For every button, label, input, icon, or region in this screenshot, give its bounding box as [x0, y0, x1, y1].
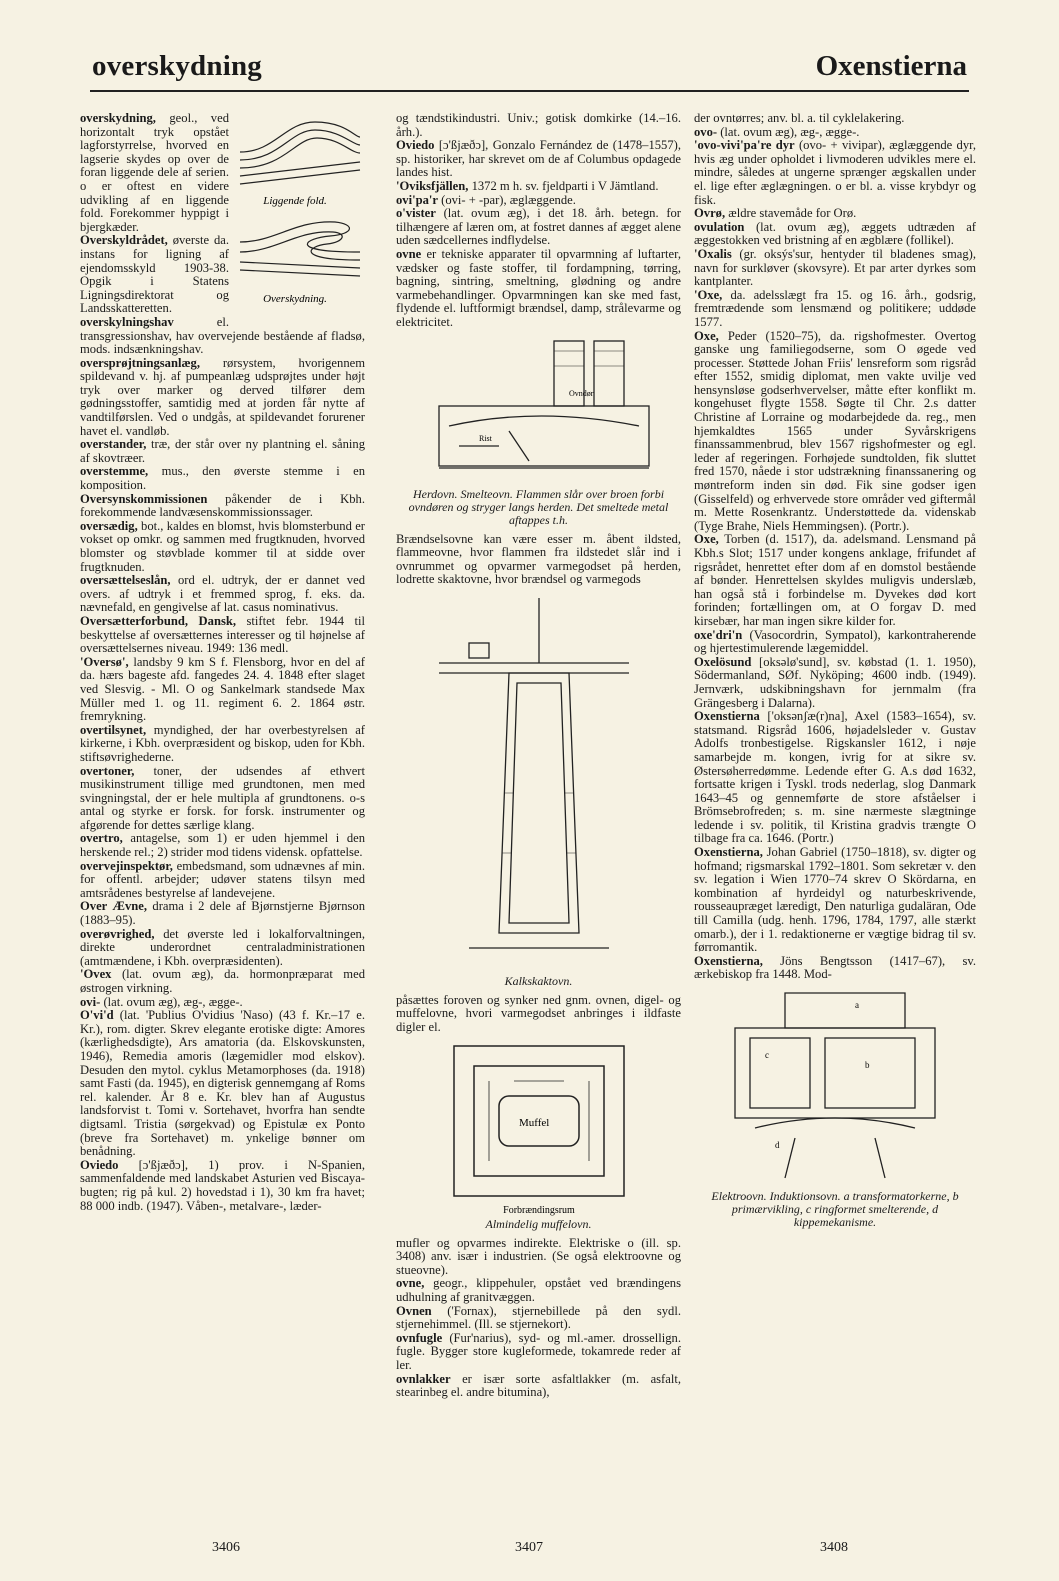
entry-text: [ɔ'ßjæðɔ], Gonzalo Fernández de (1478–1557), sp. historiker, har skrevet om de af Columbus opdagede landes hist.: [396, 138, 681, 180]
entry-text: ord el. udtryk, der er dannet ved overs. af udtryk i et fremmed sprog, f. eks. da. nævnefald, en gengivelse af lat. casus nominativus.: [80, 573, 365, 615]
entry-headword: oversprøjtningsanlæg,: [80, 355, 200, 370]
entry-text: er tekniske apparater til opvarmning af luftarter, vædsker og faste stoffer, til fordampning, tørring, bagning, sintring, smeltning, glødning og andre varmebehandlinger. Opvarmningen kan ske med fast, flydende el. luftformigt brændsel, damp, strålevarme og elektricitet.: [396, 246, 681, 329]
entry-headword: Oxenstierna,: [694, 953, 763, 968]
fold-caption-1: Liggende fold.: [263, 195, 327, 207]
header-rule: [90, 90, 969, 92]
entry-headword: Oversætterforbund, Dansk,: [80, 613, 237, 628]
entry-text: er især sorte asfaltlakker (m. asfalt, stearinbeg el. andre bitumina),: [396, 1371, 681, 1400]
entry-text: Johan Gabriel (1750–1818), sv. digter og hofmand; rigsmarskal 1792–1801. Som sekretær v. den sv. legation i Wien 1770–74 skrev O Skördarna, en kombination af hyrdeidyl og naturbeskrivende, rousseaupræget læredigt, Den naturliga gudaläran, Ode till Camilla (udg. henh. 1796, 1784, 1797, alle stærkt omarb.), der i 1. redaktionerne er vægtige bidrag til sv. førromantik.: [694, 845, 976, 955]
entry-text: drama i 2 dele af Bjørnstjerne Bjørnson (1883–95).: [80, 899, 366, 928]
entry-headword: 'Oxe,: [694, 287, 723, 302]
entry-text: ('Fornax), stjernebillede på den sydl. stjernehimmel. (Ill. se stjernekort).: [396, 1303, 681, 1332]
dictionary-entry: [80, 968, 365, 995]
running-head-left: overskydning: [92, 50, 262, 82]
column-2a-entries: [396, 112, 681, 330]
entry-headword: Oxelösund: [694, 654, 752, 669]
entry-headword: overstander,: [80, 437, 147, 452]
page-number-2: 3407: [515, 1540, 543, 1555]
entry-headword: o'vister: [396, 206, 436, 221]
dictionary-entry: [80, 1009, 365, 1159]
entry-text: stiftet febr. 1944 til beskyttelse af oversætternes interesser og til højnelse af oversættelsernes niveau. 1949: 136 medl.: [80, 613, 366, 656]
dictionary-entry: [80, 615, 365, 656]
entry-headword: overtilsynet,: [80, 722, 147, 737]
column-2: [396, 112, 681, 1400]
dictionary-entry: [80, 574, 365, 615]
entry-text: [oksəlø'sund], sv. købstad (1. 1. 1950), Södermanland, SØf. Nyköping; 4600 indb. (1949). Jernværk, udskibningshavn for jernmalm (fra Grängesberg i Dalarna).: [694, 654, 976, 710]
dictionary-entry: [694, 112, 976, 126]
entry-text: (ovo- + vivipar), æglæggende dyr, hvis æg under opholdet i livmoderen udvikles mere el. mindre, således at ungerne sprænger ægskallen under el. lige efter æglægningen. o er bl. a. visse krybdyr og fisk.: [694, 138, 976, 207]
entry-text: Torben (d. 1517), da. adelsmand. Lensmand på Kbh.s Slot; 1517 under kongens anklage, frifundet af rigsrådet, henrettet efter dom af en domstol bestående af bønder. Henrettelsen skyldes muligvis underslæb, han også stå i forbindelse m. Dyvekes død kort forinden; fortællingen om, at O forgav D. med kirsebær, har man ingen sikre kilder for.: [694, 532, 976, 628]
dictionary-entry: [396, 1237, 681, 1278]
entry-text: (gr. oksýs'sur, hentyder til bladenes smag), navn for surkløver (skovsyre). Et par arter dyrkes som kantplanter.: [694, 246, 976, 289]
entry-text: embedsmand, som udnævnes af min. for offentl. arbejder; udøver statens tilsyn med amtsrådenes bestyrelse af landevejene.: [80, 858, 365, 900]
column-1: [80, 112, 365, 1213]
dictionary-entry: [80, 724, 365, 765]
dictionary-entry: [396, 194, 681, 208]
entry-text: mus., den øverste stemme i en komposition.: [80, 464, 365, 493]
fold-figure: [235, 112, 365, 316]
dictionary-entry: [396, 1305, 681, 1332]
entry-text: antagelse, som 1) er uden hjemmel i den herskende rel.; 2) strider mod tidens vidensk. opfattelse.: [80, 831, 365, 860]
pasaettes-text: påsættes foroven og synker ned gnm. ovnen, digel- og muffelovne, hvori varmegodset anbringes i ildfaste digler el.: [396, 992, 681, 1035]
entry-headword: oversædig,: [80, 518, 138, 533]
entry-text: landsby 9 km S f. Flensborg, hvor en del af da. hærs bageste afd. fangedes 24. 4. 1848 efter slaget ved Slesvig. - Ml. O og Sankelmark standsede Max Müller med 1. og 11. regiment 6. 2. 1864 østr. fremrykning.: [80, 654, 365, 724]
entry-text: toner, der udsendes af ethvert musikinstrument tillige med grundtonen, men med svingningstal, der er hele multipla af grundtonens. o-s antal og styrke er forsk. for forsk. instrumenter og afgørende for dettes særlige klang.: [80, 763, 365, 832]
entry-text: [ɔ'ßjæðɔ], 1) prov. i N-Spanien, sammenfaldende med landskabet Asturien ved Biscaya-bugten; rig på kul. 2) hovedstad i 1), 30 km fra havet; 88 000 indb. (1947). Våben-, metalvare-, læder-: [80, 1157, 365, 1213]
entry-headword: Over Ævne,: [80, 899, 148, 914]
entry-headword: ovi-: [80, 994, 101, 1009]
entry-headword: Overskyldrådet,: [80, 233, 168, 248]
label-ovndor: Ovndør: [568, 388, 593, 398]
dictionary-entry: [396, 1277, 681, 1304]
entry-text: (lat. ovum æg), æggets udtræden af æggestokken ved bristning af en ægblære (follikel).: [694, 219, 976, 248]
dictionary-entry: [396, 207, 681, 248]
dictionary-entry: [80, 520, 365, 574]
herdovn-caption: Herdovn. Smelteovn. Flammen slår over broen forbi ovndøren og stryger langs herden. Det smeltede metal aftappes t.h.: [408, 486, 669, 527]
entry-headword: ovne: [396, 246, 422, 261]
dictionary-entry: [80, 465, 365, 492]
entry-headword: 'Oviksfjällen,: [396, 178, 469, 193]
label-d: d: [775, 1140, 780, 1150]
entry-text: og tændstikindustri. Univ.; gotisk domkirke (14.–16. årh.).: [396, 111, 681, 139]
dictionary-entry: [396, 1332, 681, 1373]
entry-headword: ovulation: [694, 219, 745, 234]
dictionary-entry: [694, 289, 976, 330]
running-head-right: Oxenstierna: [815, 50, 967, 82]
label-a: a: [855, 1000, 859, 1010]
entry-text: (lat. ovum æg), æg-, ægge-.: [717, 124, 860, 139]
entry-headword: overtro,: [80, 831, 123, 846]
entry-headword: overstemme,: [80, 464, 149, 479]
entry-headword: ovnfugle: [396, 1330, 443, 1345]
entry-text: Jöns Bengtsson (1417–67), sv. ærkebiskop fra 1448. Mod-: [694, 953, 976, 982]
entry-text: Peder (1520–75), da. rigshofmester. Overtog ganske ung familiegodserne, som O øgede ved processer. Støttede Johan Friis' lensreform som rigsråd efter 1552, smidig diplomat, men vakte uvilje ved hensynsløse godserhvervelser, måtte efter konflikt m. kongehuset flygte 1558. Søgte til Chr. 2.s datter Christine af Lorraine og modarbejdede da. reg., men hjemkaldtes 1565 under Syvårskrigens finanssammenbrud, blev 1567 rigshofmester og egl. leder af regeringen. Forhøjede sundtolden, fik sluttet fred 1570, nåede i stor udstrækning finanssanering og møntreform inden sin død. Fik sine godser igen (Gisselfeld) og erhvervede store områder ved giftermål m. Mette Rosenkrantz. Understøttede da. videnskab (Tyge Brahe, Niels Hemmingsen). (Portr.).: [694, 328, 976, 533]
dictionary-entry: [694, 207, 976, 221]
elektroovn-caption: Elektroovn. Induktionsovn. a transformatorkerne, b primærvikling, c ringformet smelterende, d kippemekanisme.: [711, 1189, 959, 1229]
kalkskaktovn-caption: Kalkskaktovn.: [504, 973, 573, 988]
entry-headword: O'vi'd: [80, 1008, 114, 1023]
elektroovn-figure: [694, 988, 976, 1229]
entry-headword: 'Oxalis: [694, 246, 732, 261]
entry-text: (lat. 'Publius O'vidius 'Naso) (43 f. Kr.–17 e. Kr.), rom. digter. Skrev elegante erotiske digte: Amores (kærlighedsdigte), Ars amatoria (da. Elskovskunsten, 1946), Remedia amoris (lægemidler mod elskov). Desuden den mytol. cyklus Metamorphoses (da. 1918) samt Fasti (da. 1945), en digterisk gennemgang af Roms rel. kalender. År 8 e. Kr. blev han af Augustus landsforvist t. Tomi v. Sortehavet, hvorfra han sendte digtsaml. Tristia (sørgekvad) og Epistulæ ex Ponto (breve fra Sortehavet) m. ynkelige bønner om benådning.: [80, 1008, 365, 1159]
dictionary-entry: [694, 656, 976, 710]
dictionary-entry: [80, 1159, 365, 1213]
entry-text: (lat. ovum æg), i det 18. årh. betegn. for tilhængere af læren om, at fostret dannes af ægget alene uden sædcellernes indflydelse.: [396, 206, 681, 248]
entry-headword: Ovrø,: [694, 206, 726, 221]
entry-headword: ovne,: [396, 1276, 425, 1291]
entry-text: mufler og opvarmes indirekte. Elektriske o (ill. sp. 3408) anv. især i industrien. (Se også elektroovne og stueovne).: [396, 1235, 681, 1277]
entry-text: der ovntørres; anv. bl. a. til cyklelakering.: [694, 111, 905, 125]
muffelovn-figure: [396, 1041, 681, 1231]
brandselsovne-text: Brændselsovne kan være esser m. åbent ildsted, flammeovne, hvor flammen fra ildstedet slår ind i ovnrummet og opvarmer varmegodset på herden, lodrette skaktovne, hvor brændsel og varmegods: [396, 531, 681, 587]
entry-text: bot., kaldes en blomst, hvis blomsterbund er vokset op omkr. og sammen med frugtknuden, hvorved blomster og støvblade kommer til at sidde over frugtknuden.: [80, 518, 365, 574]
column-3-entries: [694, 112, 976, 982]
entry-headword: ovi'pa'r: [396, 192, 438, 207]
herdovn-figure: [396, 336, 681, 527]
entry-text: (Vasocordrin, Sympatol), karkontraherende og hjertestimulerende lægemiddel.: [694, 627, 976, 656]
dictionary-entry: [80, 928, 365, 969]
entry-text: rørsystem, hvorigennem spildevand v. hj. af pumpeanlæg udsprøjtes under højt tryk over marker og derved tilfører dem gødningsstoffer, samtidig med at jorden får nytte af vandtilførslen. Ved o undgås, at spildevandet forurener havet el. vandløb.: [80, 355, 365, 438]
label-muffel: Muffel: [518, 1116, 549, 1129]
entry-text: (ovi- + -par), æglæggende.: [437, 192, 576, 207]
entry-text: øverste da. instans for ligning af ejendomsskyld 1903-38. Opgik i Statens Ligningsdirektorat og Landsskatteretten.: [80, 233, 229, 316]
dictionary-entry: [80, 765, 365, 833]
entry-text: (lat. ovum æg), da. hormonpræparat med østrogen virkning.: [80, 967, 365, 995]
dictionary-entry: [80, 357, 365, 439]
dictionary-entry: [80, 438, 365, 465]
entry-headword: Oxenstierna: [694, 709, 760, 724]
dictionary-entry: [694, 126, 976, 140]
entry-headword: overskylningshav: [80, 314, 174, 329]
entry-headword: overvejinspektør,: [80, 858, 173, 873]
entry-headword: ovo-: [694, 124, 718, 139]
dictionary-entry: [694, 629, 976, 656]
entry-text: (lat. ovum æg), æg-, ægge-.: [100, 994, 243, 1009]
entry-text: myndighed, der har overbestyrelsen af kirkerne, i Kbh. overpræsident og biskop, uden for Kbh. stiftsøvrighederne.: [80, 722, 365, 764]
label-rist: Rist: [478, 433, 492, 443]
dictionary-entry: [80, 316, 365, 357]
dictionary-entry: [694, 710, 976, 846]
entry-headword: ovnlakker: [396, 1371, 451, 1386]
label-b: b: [865, 1060, 870, 1070]
entry-text: påkender de i Kbh. forekommende landvæsenskommissionssager.: [80, 491, 365, 520]
dictionary-entry: [80, 900, 365, 927]
dictionary-entry: [396, 248, 681, 330]
dictionary-entry: [694, 955, 976, 982]
page-number-1: 3406: [212, 1540, 240, 1555]
dictionary-entry: [396, 139, 681, 180]
entry-headword: overøvrighed,: [80, 926, 155, 941]
dictionary-entry: [694, 533, 976, 628]
entry-headword: Oversynskommissionen: [80, 491, 208, 506]
entry-text: da. adelsslægt fra 15. og 16. årh., godsrig, fremtrædende som lensmænd og politikere; uddøde 1577.: [694, 287, 976, 329]
entry-headword: Oviedo: [80, 1157, 119, 1172]
dictionary-entry: [396, 112, 681, 139]
dictionary-entry: [80, 656, 365, 724]
dictionary-entry: [80, 996, 365, 1010]
entry-text: det øverste led i lokalforvaltningen, direkte underordnet centraladministrationen (amtmændene, i Kbh. overpræsidenten).: [80, 926, 365, 968]
entry-text: el. transgressionshav, hav overvejende bestående af fladsø, mods. indsænkningshav.: [80, 314, 365, 357]
dictionary-entry: [396, 1373, 681, 1400]
label-c: c: [765, 1050, 769, 1060]
page-number-3: 3408: [820, 1540, 848, 1555]
dictionary-entry: [80, 860, 365, 901]
dictionary-entry: [396, 180, 681, 194]
label-forbraendingsrum: Forbrændingsrum: [502, 1204, 575, 1216]
dictionary-entry: [694, 846, 976, 955]
dictionary-entry: [694, 248, 976, 289]
entry-headword: overskydning,: [80, 111, 156, 125]
entry-headword: Oxe,: [694, 532, 719, 547]
muffelovn-caption: Almindelig muffelovn.: [485, 1216, 592, 1231]
entry-headword: Oviedo: [396, 138, 435, 153]
entry-text: træ, der står over ny plantning el. såning af skovtræer.: [80, 437, 365, 465]
dictionary-entry: [694, 221, 976, 248]
entry-text: ældre stavemåde for Orø.: [725, 206, 857, 221]
entry-headword: oxe'dri'n: [694, 627, 743, 642]
entry-headword: Oxe,: [694, 328, 719, 343]
fold-caption-2: Overskydning.: [263, 293, 327, 305]
entry-text: geol., ved horizontalt tryk opstået lagforstyrrelse, hvorved en lagserie skydes op over de foran liggende dele af serien. o er oftest en videre udvikling af en liggende fold. Forekommer hyppigt i bjergkæder.: [80, 111, 229, 234]
entry-text: ['oksənʃæ(r)na], Axel (1583–1654), sv. statsmand. Rigsråd 1606, højadelsleder v. Gustav Adolfs tronbestigelse. Rigskansler 1612, i nøje samarbejde m. kongen, ivrig for at sikre sv. Østersøherredømme. Ledende efter G. A.s død 1632, fortsatte krigen i Tyskl. trods nederlag, slog Danmark 1643–45 og gennemførte de store afståelser i Brömsebrofreden; s. m. sine nærmeste slægtninge ledende i sv. politik, til Kristina gradvis trængte O tilbage fra ca. 1646. (Portr.): [694, 709, 976, 846]
dictionary-entry: [694, 330, 976, 534]
entry-headword: Oxenstierna,: [694, 845, 763, 860]
entry-headword: 'ovo-vivi'pa're dyr: [694, 138, 795, 153]
dictionary-entry: [694, 139, 976, 207]
column-3: [694, 112, 976, 1235]
entry-headword: Ovnen: [396, 1303, 432, 1318]
dictionary-entry: [80, 832, 365, 859]
column-2d-entries: [396, 1237, 681, 1400]
dictionary-entry: [80, 493, 365, 520]
entry-text: geogr., klippehuler, opstået ved brændingens udhulning af granitvæggen.: [396, 1276, 681, 1305]
entry-headword: 'Oversø',: [80, 654, 129, 669]
entry-headword: oversættelseslån,: [80, 573, 171, 588]
kalkskaktovn-figure: [396, 593, 681, 988]
entry-headword: overtoner,: [80, 763, 135, 778]
entry-headword: 'Ovex: [80, 967, 112, 982]
entry-text: (Fur'narius), syd- og ml.-amer. drossellign. fugle. Bygger store kugleformede, tokamrede reder af ler.: [396, 1330, 681, 1372]
entry-text: 1372 m h. sv. fjeldparti i V Jämtland.: [468, 178, 659, 193]
